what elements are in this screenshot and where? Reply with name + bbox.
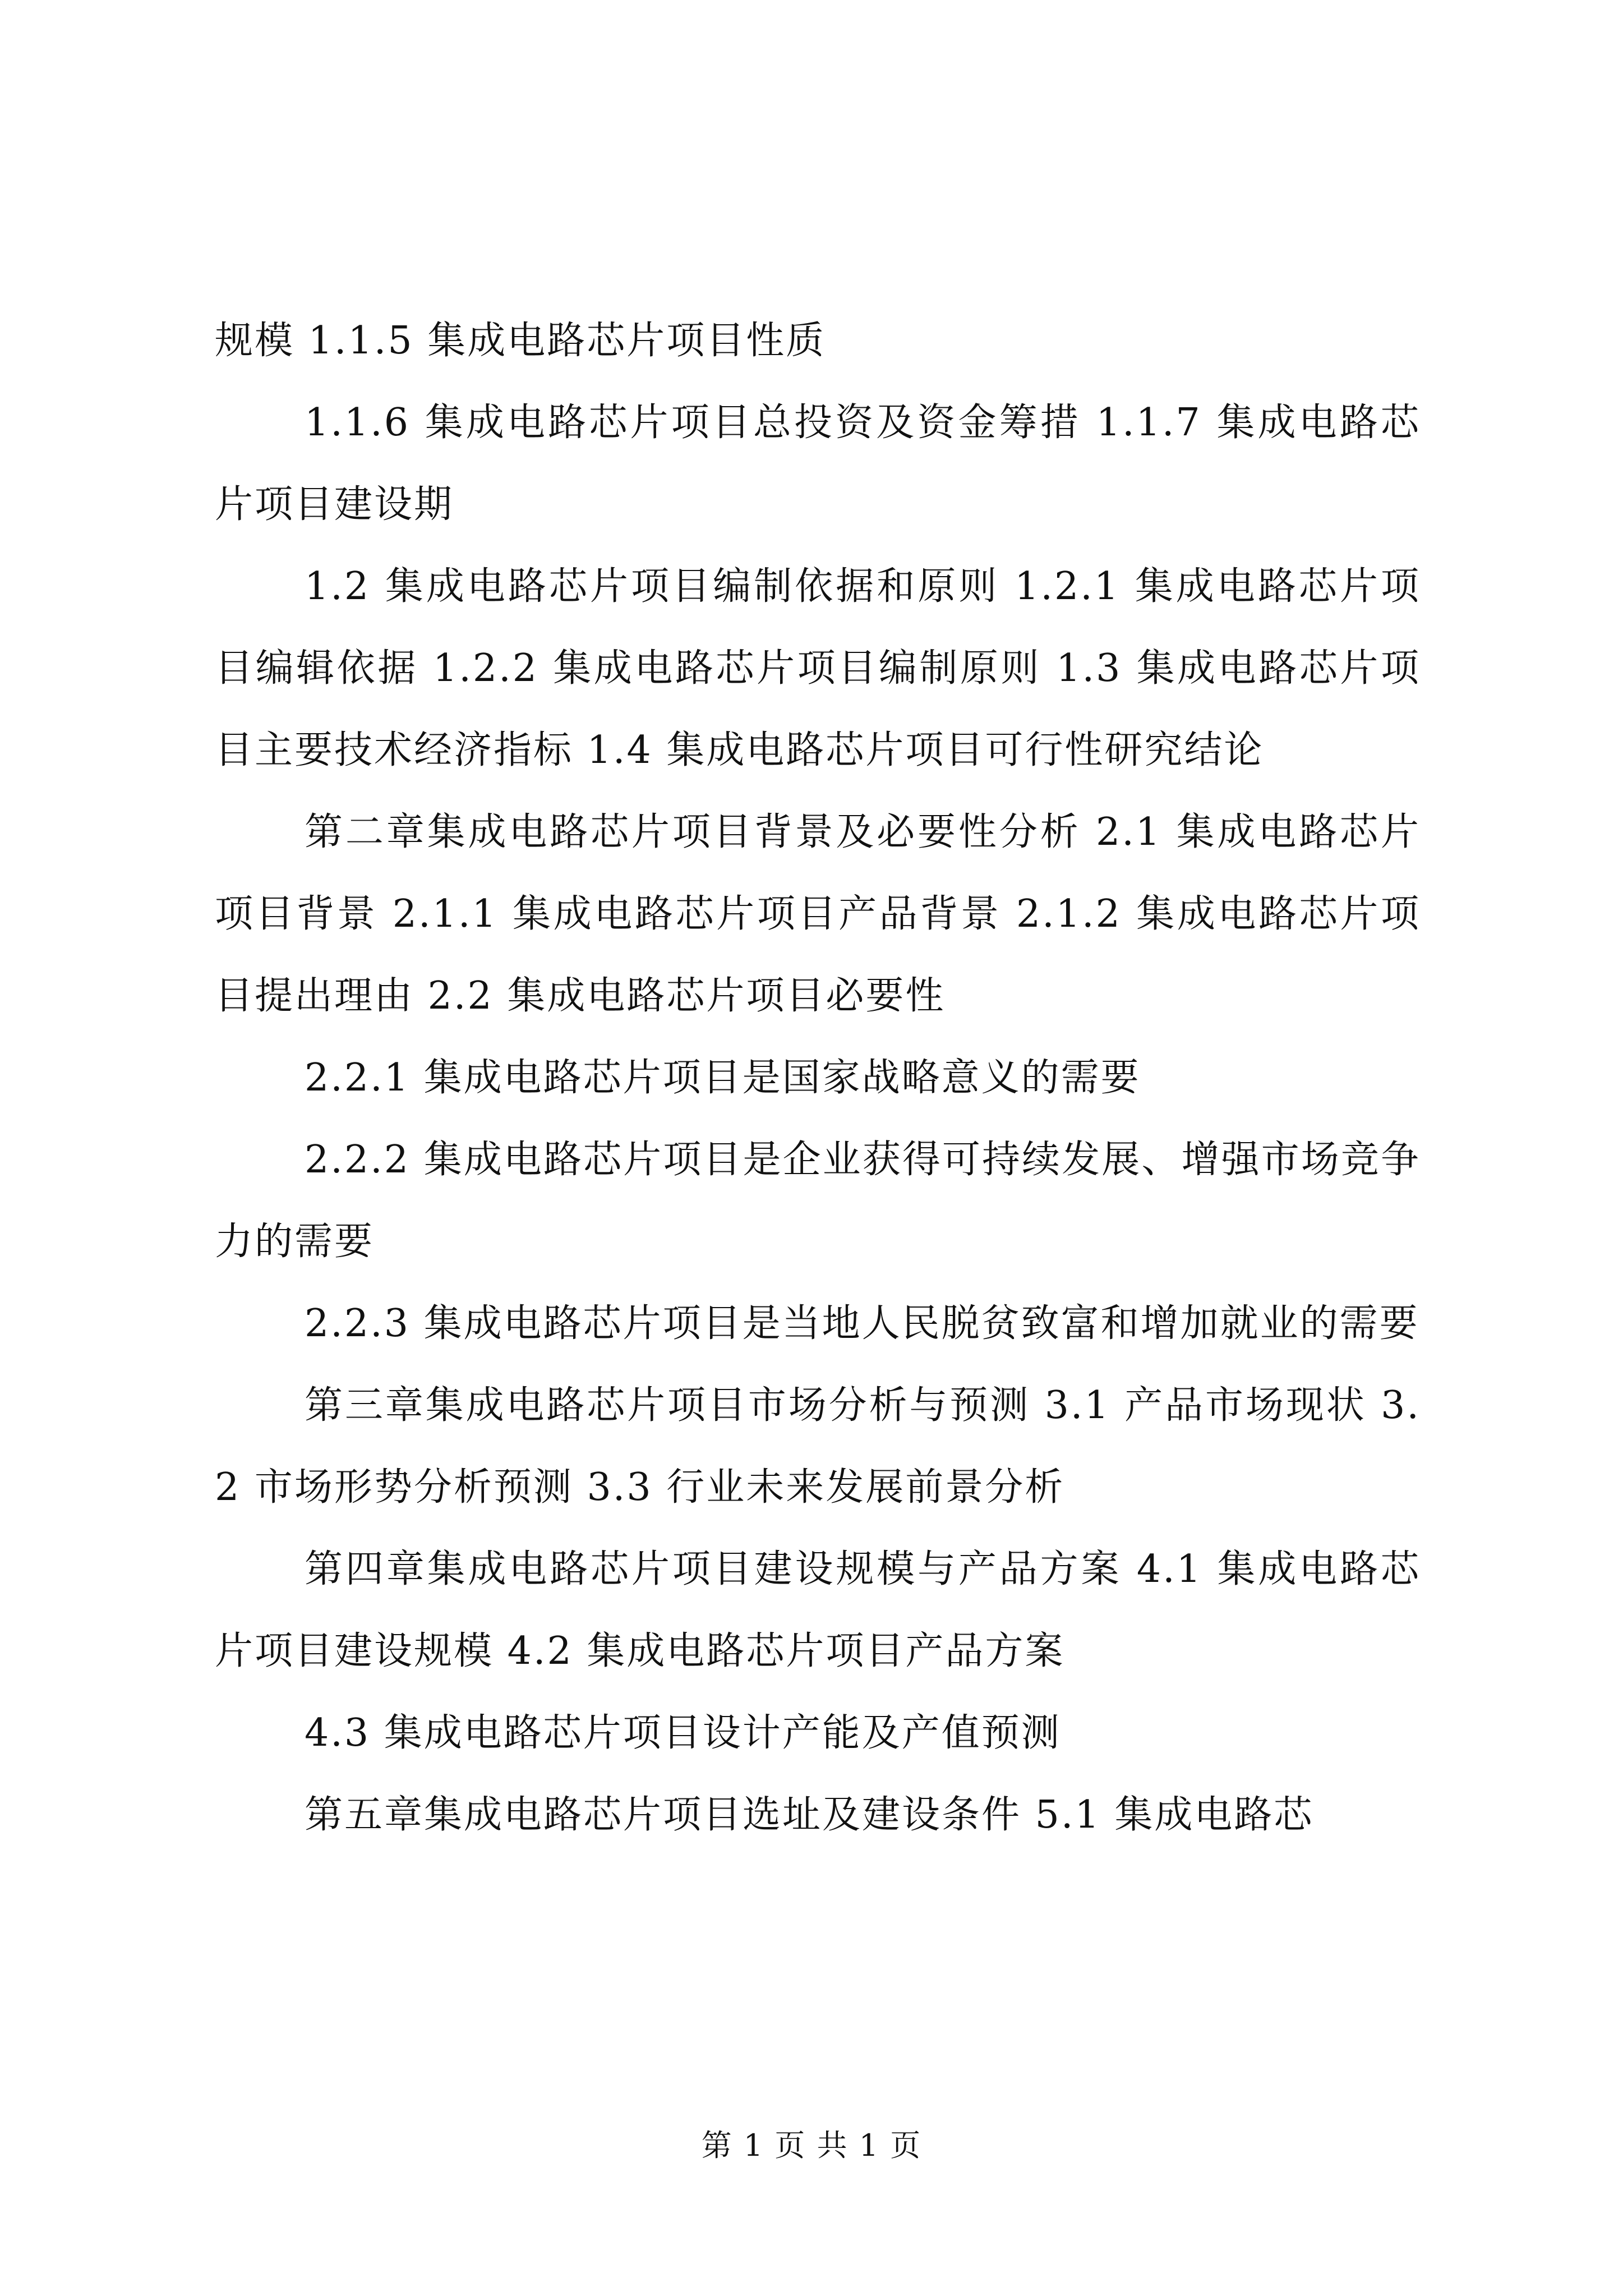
page-footer: 第 1 页 共 1 页 bbox=[701, 2128, 922, 2163]
paragraph-3: 1.2 集成电路芯片项目编制依据和原则 1.2.1 集成电路芯片项目编辑依据 1.2.2 集成电路芯片项目编制原则 1.3 集成电路芯片项目主要技术经济指标 1.4 集成电路芯片项目可行性研究结论 bbox=[215, 564, 1421, 772]
paragraph-4: 第二章集成电路芯片项目背景及必要性分析 2.1 集成电路芯片项目背景 2.1.1 集成电路芯片项目产品背景 2.1.2 集成电路芯片项目提出理由 2.2 集成电路芯片项目必要性 bbox=[215, 810, 1421, 1018]
document-body bbox=[215, 300, 1421, 1856]
paragraph-7: 2.2.3 集成电路芯片项目是当地人民脱贫致富和增加就业的需要 bbox=[305, 1301, 1419, 1346]
paragraph-10: 4.3 集成电路芯片项目设计产能及产值预测 bbox=[305, 1711, 1061, 1755]
paragraph-2: 1.1.6 集成电路芯片项目总投资及资金筹措 1.1.7 集成电路芯片项目建设期 bbox=[215, 401, 1421, 527]
paragraph-8: 第三章集成电路芯片项目市场分析与预测 3.1 产品市场现状 3.2 市场形势分析预测 3.3 行业未来发展前景分析 bbox=[215, 1383, 1421, 1510]
paragraph-11: 第五章集成电路芯片项目选址及建设条件 5.1 集成电路芯 bbox=[305, 1793, 1314, 1837]
paragraph-9: 第四章集成电路芯片项目建设规模与产品方案 4.1 集成电路芯片项目建设规模 4.2 集成电路芯片项目产品方案 bbox=[215, 1547, 1421, 1673]
paragraph-1: 规模 1.1.5 集成电路芯片项目性质 bbox=[215, 319, 826, 363]
paragraph-6: 2.2.2 集成电路芯片项目是企业获得可持续发展、增强市场竞争力的需要 bbox=[215, 1138, 1421, 1264]
paragraph-5: 2.2.1 集成电路芯片项目是国家战略意义的需要 bbox=[305, 1056, 1141, 1100]
